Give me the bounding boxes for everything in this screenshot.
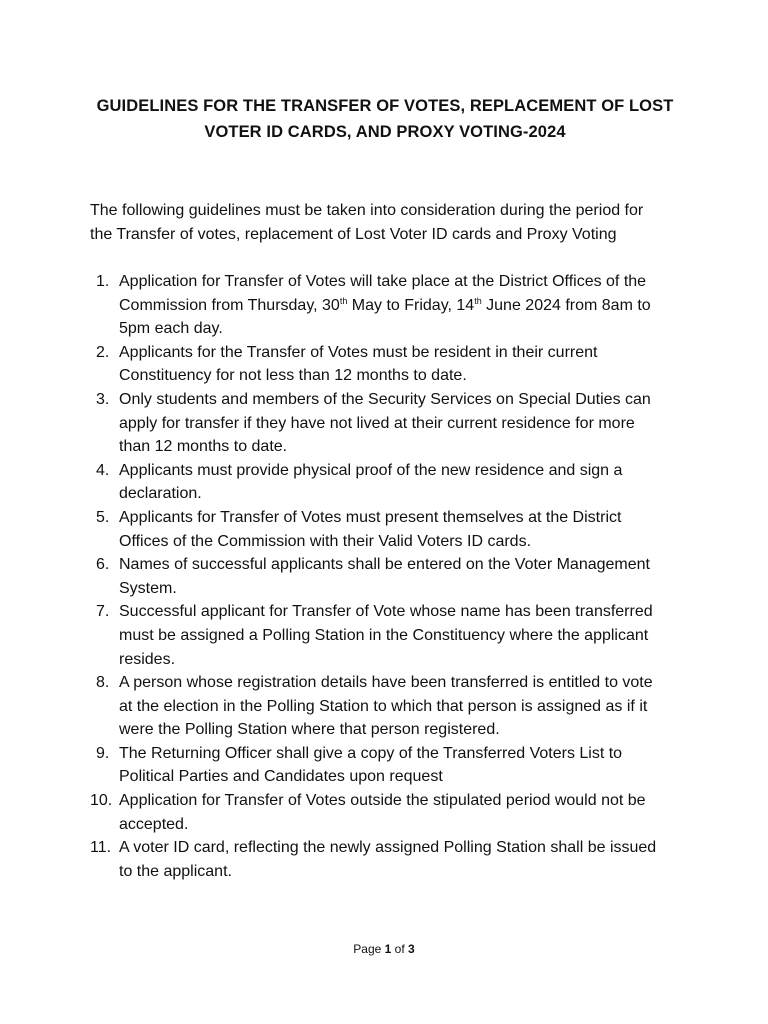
list-item-line: 5pm each day.: [119, 320, 223, 338]
total-pages-number: 3: [408, 942, 415, 956]
ordinal-suffix: th: [474, 295, 482, 306]
page-label: Page: [353, 942, 385, 956]
list-item-line: Names of successful applicants shall be entered on the Voter Management: [119, 556, 650, 574]
list-item-number: 6.: [96, 556, 110, 574]
list-item-line: apply for transfer if they have not lived at their current residence for more: [119, 414, 635, 432]
list-item-number: 9.: [96, 744, 110, 762]
list-item-line: Constituency for not less than 12 months to date.: [119, 367, 467, 385]
list-item-line: must be assigned a Polling Station in the Constituency where the applicant: [119, 626, 649, 644]
list-item-line: resides.: [119, 650, 176, 668]
list-item-number: 7.: [96, 603, 110, 621]
ordinal-suffix: th: [339, 295, 348, 306]
list-item: [90, 270, 710, 341]
list-item-line: A person whose registration details have been transferred is entitled to vote: [119, 674, 653, 692]
list-item-line: Applicants must provide physical proof of the new residence and sign a: [119, 461, 623, 479]
list-item-line: Political Parties and Candidates upon request: [119, 768, 443, 786]
list-item-line: Application for Transfer of Votes outside the stipulated period would not be: [119, 792, 646, 810]
list-item-line: [119, 294, 710, 318]
list-item: [90, 742, 710, 789]
text-run: Commission from Thursday, 30: [119, 296, 340, 314]
list-item-line: to the applicant.: [119, 862, 232, 880]
list-item-number: 11.: [90, 839, 112, 857]
list-item: [90, 459, 710, 506]
list-item-number: 3.: [96, 390, 110, 408]
list-item: [90, 600, 710, 671]
intro-line-2: the Transfer of votes, replacement of Lost Voter ID cards and Proxy Voting: [90, 226, 617, 243]
list-item-line: System.: [119, 579, 177, 597]
list-item-number: 8.: [96, 674, 110, 692]
list-item-line: Only students and members of the Security Services on Special Duties can: [119, 390, 651, 408]
list-item-line: Applicants for the Transfer of Votes must be resident in their current: [119, 343, 598, 361]
guidelines-list: [90, 270, 710, 883]
list-item-number: 10.: [90, 792, 113, 810]
of-label: of: [391, 942, 409, 956]
list-item: [90, 388, 710, 459]
title-line-2: VOTER ID CARDS, AND PROXY VOTING-2024: [204, 123, 566, 141]
list-item-line: Successful applicant for Transfer of Vote whose name has been transferred: [119, 603, 653, 621]
list-item-line: declaration.: [119, 485, 202, 503]
list-item-line: Offices of the Commission with their Valid Voters ID cards.: [119, 532, 532, 550]
list-item-number: 1.: [96, 273, 110, 290]
text-run: May to Friday, 14: [347, 296, 475, 314]
list-item-line: were the Polling Station where that person registered.: [119, 721, 500, 739]
list-item-number: 4.: [96, 461, 110, 479]
list-item-line: accepted.: [119, 815, 189, 833]
list-item-line: The Returning Officer shall give a copy of the Transferred Voters List to: [119, 744, 623, 762]
list-item: [90, 553, 710, 600]
list-item: [90, 671, 710, 742]
list-item-number: 5.: [96, 508, 110, 526]
list-item: [90, 789, 710, 836]
list-item-number: 2.: [96, 343, 110, 361]
current-page-number: 1: [384, 942, 392, 956]
intro-line-1: The following guidelines must be taken into consideration during the period for: [90, 202, 644, 219]
list-item: [90, 506, 710, 553]
list-item: [90, 836, 710, 883]
list-item-line: at the election in the Polling Station to which that person is assigned as if it: [119, 697, 648, 715]
list-item: [90, 341, 710, 388]
list-item-line: than 12 months to date.: [119, 438, 288, 456]
intro-paragraph: [90, 199, 690, 247]
list-item-line: A voter ID card, reflecting the newly assigned Polling Station shall be issued: [119, 839, 657, 857]
page-footer: [0, 942, 768, 956]
document-title: [60, 93, 710, 145]
title-line-1: GUIDELINES FOR THE TRANSFER OF VOTES, REPLACEMENT OF LOST: [96, 97, 674, 115]
text-run: June 2024 from 8am to: [481, 296, 651, 314]
list-item-line: Applicants for Transfer of Votes must present themselves at the District: [119, 508, 622, 526]
list-item-line: Application for Transfer of Votes will take place at the District Offices of the: [119, 273, 647, 290]
